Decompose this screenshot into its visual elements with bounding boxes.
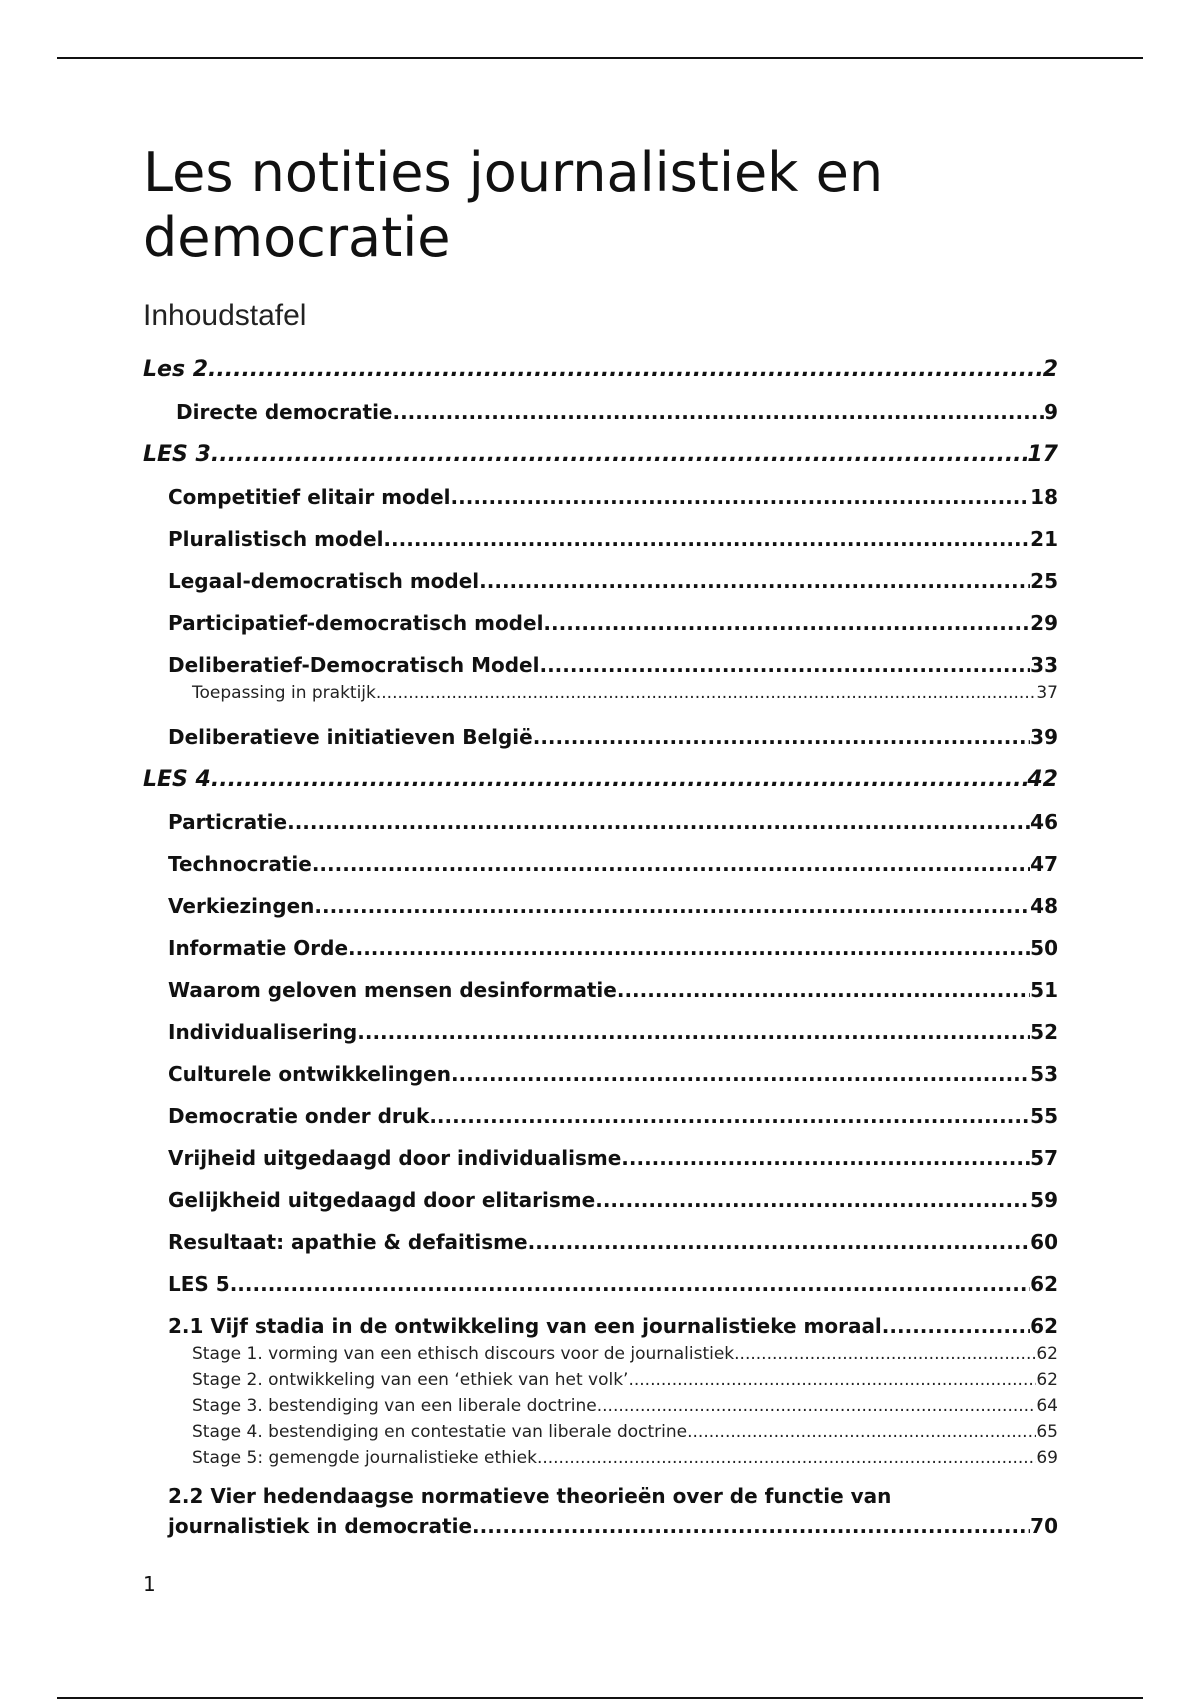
toc-entry[interactable]: Legaal-democratisch model ..... 25 [143,560,1058,602]
toc-entry[interactable] [143,1481,1058,1541]
page-number: 1 [143,1572,156,1596]
footer-rule [57,1697,1143,1699]
toc-subentry[interactable]: Stage 5: gemengde journalistieke ethiek ..... 69 [143,1445,1058,1471]
toc-entry[interactable]: Deliberatieve initiatieven België ..... 39 [143,716,1058,758]
toc-subentry[interactable]: Stage 4. bestendiging en contestatie van liberale doctrine ..... 65 [143,1419,1058,1445]
toc-entry-label-line-1: 2.2 Vier hedendaagse normatieve theorieën over de functie van [168,1484,892,1508]
toc-entry-page: 70 [1030,1514,1058,1538]
toc-subentry[interactable]: Stage 1. vorming van een ethisch discours voor de journalistiek ..... 62 [143,1341,1058,1367]
document-title-line-2: democratie [143,206,451,269]
toc-entry[interactable]: Individualisering ..... 52 [143,1011,1058,1053]
header-rule [57,57,1143,59]
toc-entry[interactable]: Vrijheid uitgedaagd door individualisme ..... 57 [143,1137,1058,1179]
toc-entry[interactable]: Particratie ..... 46 [143,801,1058,843]
toc-entry[interactable]: Verkiezingen ..... 48 [143,885,1058,927]
toc-entry[interactable]: Waarom geloven mensen desinformatie ..... 51 [143,969,1058,1011]
toc-entry[interactable]: Gelijkheid uitgedaagd door elitarisme ..... 59 [143,1179,1058,1221]
toc-entry[interactable]: LES 3 ..... 17 [143,433,1058,476]
toc-entry[interactable]: Directe democratie ..... 9 [143,391,1058,433]
toc-entry[interactable]: Culturele ontwikkelingen ..... 53 [143,1053,1058,1095]
toc-entry[interactable]: Participatief-democratisch model ..... 29 [143,602,1058,644]
toc-entry[interactable]: Les 2 ..... 2 [143,348,1058,391]
toc-entry[interactable]: Democratie onder druk ..... 55 [143,1095,1058,1137]
toc-entry-label-line-2: journalistiek in democratie [168,1514,473,1538]
toc-entry[interactable]: Competitief elitair model ..... 18 [143,476,1058,518]
page-content [143,140,1058,1541]
toc-entry[interactable]: Pluralistisch model ..... 21 [143,518,1058,560]
toc-entry[interactable]: 2.1 Vijf stadia in de ontwikkeling van een journalistieke moraal ..... 62 [143,1305,1058,1347]
toc-heading: Inhoudstafel [143,299,307,332]
toc-entry[interactable]: Informatie Orde ..... 50 [143,927,1058,969]
toc-subentry[interactable]: Toepassing in praktijk ..... 37 [143,680,1058,706]
toc-entry[interactable]: Resultaat: apathie & defaitisme ..... 60 [143,1221,1058,1263]
toc-entry[interactable]: Technocratie ..... 47 [143,843,1058,885]
toc-entry[interactable]: Deliberatief-Democratisch Model ..... 33 [143,644,1058,686]
toc-entry[interactable]: LES 4 ..... 42 [143,758,1058,801]
toc-entry[interactable]: LES 5 ..... 62 [143,1263,1058,1305]
document-title [143,140,1058,270]
toc-subentry[interactable]: Stage 3. bestendiging van een liberale doctrine ..... 64 [143,1393,1058,1419]
table-of-contents [143,348,1058,1541]
toc-subentry[interactable]: Stage 2. ontwikkeling van een ‘ethiek van het volk’ ..... 62 [143,1367,1058,1393]
document-title-line-1: Les notities journalistiek en [143,141,884,204]
